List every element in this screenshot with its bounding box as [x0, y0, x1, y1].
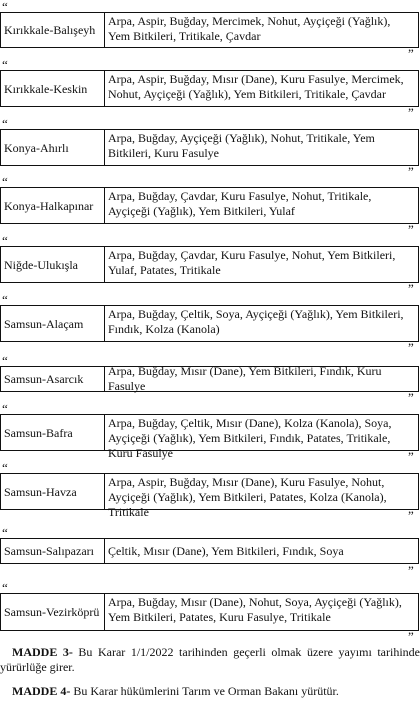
- madde-4-text: Bu Karar hükümlerini Tarım ve Orman Bakanı yürütür.: [70, 684, 339, 698]
- open-quote: “: [2, 233, 8, 248]
- location-cell: Konya-Ahırlı: [1, 130, 105, 165]
- table-row: [0, 366, 419, 392]
- open-quote: “: [2, 292, 8, 307]
- close-quote: ”: [408, 164, 414, 179]
- crops-cell: Arpa, Aspir, Buğday, Mısır (Dane), Kuru Fasulye, Mercimek, Nohut, Ayçiçeği (Yağlık), Yem Bitkileri, Tritikale, Çavdar: [108, 72, 404, 101]
- location-cell: Konya-Halkapınar: [1, 188, 105, 223]
- table-row: [0, 538, 419, 564]
- close-quote: ”: [408, 46, 414, 61]
- close-quote: ”: [408, 105, 414, 120]
- close-quote: ”: [408, 281, 414, 296]
- open-quote: “: [2, 116, 8, 131]
- open-quote: “: [2, 460, 8, 475]
- table-row: [0, 187, 419, 224]
- location-cell: Samsun-Alaçam: [1, 306, 105, 341]
- close-quote: ”: [408, 390, 414, 405]
- table-row: [0, 593, 419, 631]
- close-quote: ”: [408, 629, 414, 644]
- close-quote: ”: [408, 449, 414, 464]
- crops-cell: Arpa, Buğday, Çeltik, Soya, Ayçiçeği (Yağlık), Yem Bitkileri, Fındık, Kolza (Kanola): [108, 307, 404, 336]
- crops-cell: Arpa, Buğday, Çeltik, Mısır (Dane), Kolza (Kanola), Soya, Ayçiçeği (Yağlık), Yem Bitkileri, Fındık, Patates, Tritikale, Kuru Fasulye: [108, 416, 392, 460]
- location-cell: Kırıkkale-Keskin: [1, 71, 105, 106]
- table-row: [0, 129, 419, 166]
- location-cell: Samsun-Salıpazarı: [1, 539, 105, 563]
- close-quote: ”: [408, 563, 414, 578]
- location-cell: Samsun-Bafra: [1, 415, 105, 450]
- crops-cell: Arpa, Buğday, Çavdar, Kuru Fasulye, Nohut, Yem Bitkileri, Yulaf, Patates, Tritikale: [108, 248, 396, 277]
- table-row: [0, 414, 419, 460]
- close-quote: ”: [408, 340, 414, 355]
- crops-cell: Arpa, Buğday, Ayçiçeği (Yağlık), Nohut, Tritikale, Yem Bitkileri, Kuru Fasulye: [108, 131, 375, 160]
- crops-cell: Çeltik, Mısır (Dane), Yem Bitkileri, Fındık, Soya: [108, 543, 344, 558]
- madde-4-paragraph: [12, 684, 412, 699]
- open-quote: “: [2, 353, 8, 368]
- madde-4-label: MADDE 4-: [12, 684, 71, 698]
- table-row: [0, 305, 419, 342]
- open-quote: “: [2, 580, 8, 595]
- open-quote: “: [2, 525, 8, 540]
- madde-3-text: Bu Karar 1/1/2022 tarihinden geçerli olmak üzere yayımı tarihinde yürürlüğe girer.: [0, 645, 420, 674]
- open-quote: “: [2, 174, 8, 189]
- crops-cell: Arpa, Buğday, Mısır (Dane), Nohut, Soya, Ayçiçeği (Yağlık), Yem Bitkileri, Patates, Kuru Fasulye, Tritikale: [108, 595, 402, 624]
- open-quote: “: [2, 57, 8, 72]
- location-cell: Samsun-Asarcık: [1, 367, 105, 391]
- crops-cell: Arpa, Buğday, Çavdar, Kuru Fasulye, Nohut, Tritikale, Ayçiçeği (Yağlık), Yem Bitkileri, Yulaf: [108, 189, 372, 218]
- location-cell: Niğde-Ulukışla: [1, 247, 105, 282]
- madde-3-label: MADDE 3-: [12, 645, 73, 659]
- open-quote: “: [2, 0, 8, 14]
- table-row: [0, 473, 419, 519]
- crops-cell: Arpa, Aspir, Buğday, Mercimek, Nohut, Ayçiçeği (Yağlık), Yem Bitkileri, Tritikale, Çavdar: [108, 14, 391, 43]
- madde-3-paragraph: [0, 645, 420, 675]
- table-row: [0, 70, 419, 107]
- crops-cell: Arpa, Aspir, Buğday, Mısır (Dane), Kuru Fasulye, Nohut, Ayçiçeği (Yağlık), Yem Bitkileri, Patates, Kolza (Kanola), Tritikale: [108, 475, 387, 519]
- close-quote: ”: [408, 222, 414, 237]
- close-quote: ”: [408, 508, 414, 523]
- table-row: [0, 12, 419, 48]
- table-row: [0, 246, 419, 283]
- location-cell: Samsun-Havza: [1, 474, 105, 509]
- crops-cell: Arpa, Buğday, Mısır (Dane), Yem Bitkileri, Fındık, Kuru Fasulye: [108, 364, 382, 393]
- location-cell: Samsun-Vezirköprü: [1, 594, 105, 630]
- open-quote: “: [2, 401, 8, 416]
- location-cell: Kırıkkale-Balışeyh: [1, 13, 105, 47]
